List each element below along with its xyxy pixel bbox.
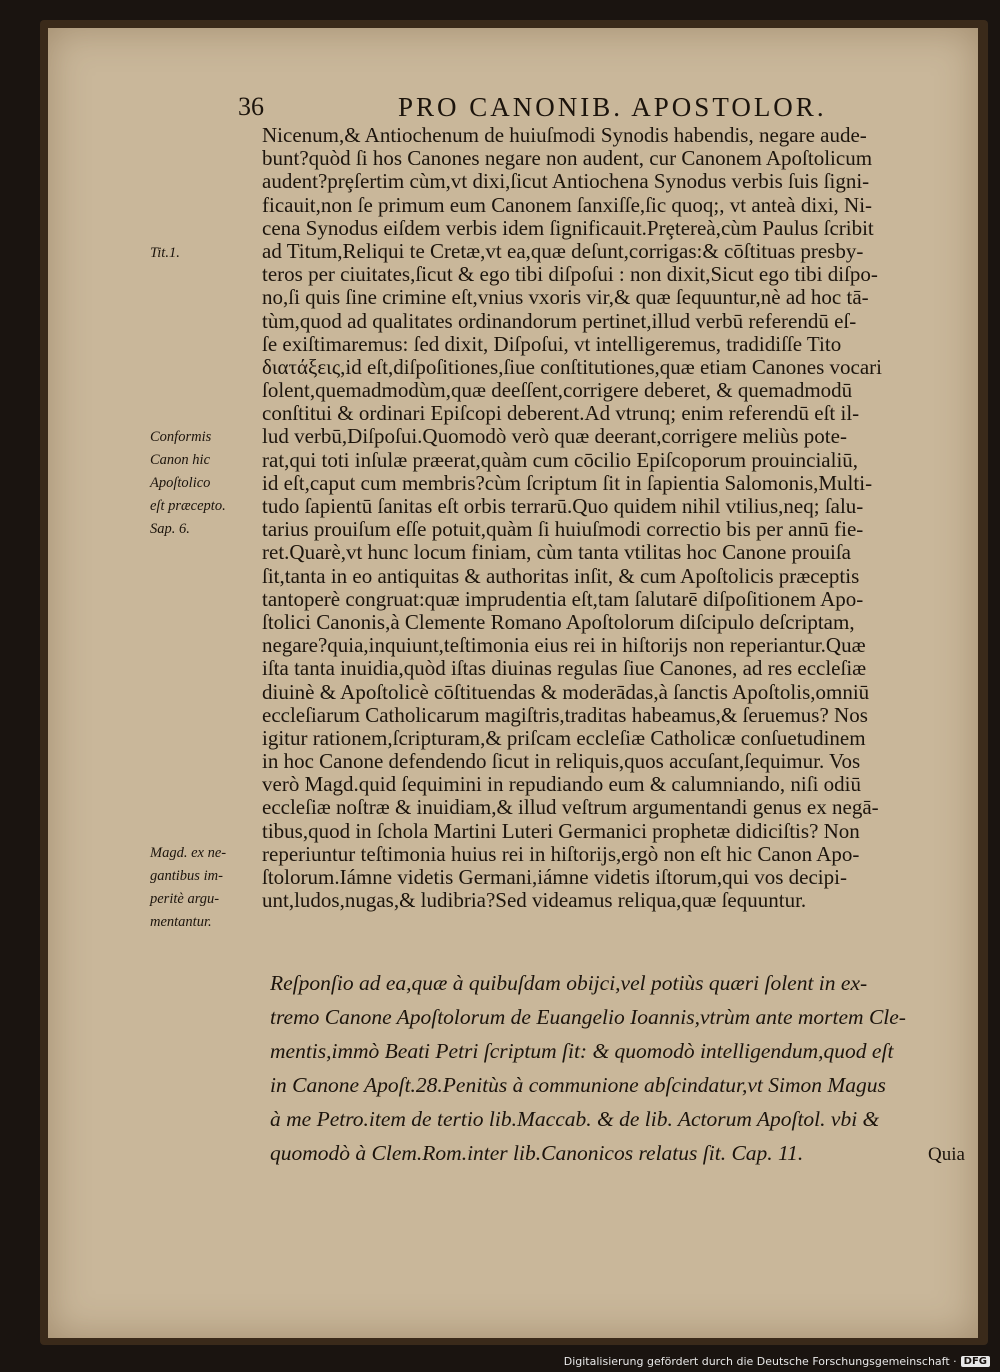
- body-line: tùm,quod ad qualitates ordinandorum pertinet,illud verbū referendū eſ-: [262, 309, 857, 333]
- body-line: cena Synodus eiſdem verbis idem ſignificauit.Prȩtereà,cùm Paulus ſcribit: [262, 216, 874, 240]
- margin-note-magd: [150, 842, 262, 934]
- body-line: verò Magd.quid ſequimini in repudiando eum & calumniando, niſi odiū: [262, 773, 861, 797]
- footer-text: Digitalisierung gefördert durch die Deutsche Forschungsgemeinschaft ·: [563, 1355, 957, 1368]
- running-head: PRO CANONIB. APOSTOLOR.: [398, 92, 827, 122]
- chapter-heading-line: tremo Canone Apoſtolorum de Euangelio Ioannis,vtrùm ante mortem Cle-: [270, 1005, 906, 1029]
- body-line: ficauit,non ſe primum eum Canonem ſanxiſſe,ſic quoq;, vt anteà dixi, Ni-: [262, 193, 873, 217]
- margin-note-line: Canon hic: [150, 452, 211, 468]
- body-line: tibus,quod in ſchola Martini Luteri Germanici prophetæ didiciſtis? Non: [262, 819, 860, 843]
- body-line: diuinè & Apoſtolicè cōſtituendas & moderādas,à ſanctis Apoſtolis,omniū: [262, 680, 870, 704]
- body-line: negare?quia,inquiunt,teſtimonia eius rei in hiſtorijs non reperiantur.Quæ: [262, 634, 866, 658]
- dfg-logo-icon: DFG: [961, 1356, 990, 1367]
- body-line: unt,ludos,nugas,& ludibria?Sed videamus reliqua,quæ ſequuntur.: [262, 889, 807, 913]
- page-header: [238, 92, 938, 128]
- body-line: διατάξεις,id eſt,diſpoſitiones,ſiue conſtitutiones,quæ etiam Canones vocari: [262, 355, 882, 379]
- chapter-heading-line: quomodò à Clem.Rom.inter lib.Canonicos relatus ſit. Cap. 11.: [270, 1141, 804, 1165]
- page-number: 36: [238, 92, 264, 121]
- body-line: igitur rationem,ſcripturam,& priſcam eccleſiæ Catholicæ conſuetudinem: [262, 726, 866, 750]
- body-line: no,ſi quis ſine crimine eſt,vnius vxoris vir,& quæ ſequuntur,nè ad hoc tā-: [262, 286, 869, 310]
- body-line: tarius prouiſum eſſe potuit,quàm ſi huiuſmodi correctio bis per annū fie-: [262, 518, 864, 542]
- body-line: ſtolici Canonis,à Clemente Romano Apoſtolorum diſcipulo deſcriptam,: [262, 610, 855, 634]
- body-line: id eſt,caput cum membris?cùm ſcriptum ſit in ſapientia Salomonis,Multi-: [262, 471, 873, 495]
- chapter-heading-line: Reſponſio ad ea,quæ à quibuſdam obijci,vel potiùs quæri ſolent in ex-: [270, 971, 868, 995]
- margin-note-tit: [150, 242, 262, 265]
- body-line: reperiuntur teſtimonia huius rei in hiſtorijs,ergò non eſt hic Canon Apo-: [262, 842, 860, 866]
- chapter-heading-line: mentis,immò Beati Petri ſcriptum ſit: & quomodò intelligendum,quod eſt: [270, 1039, 894, 1063]
- chapter-heading-line: in Canone Apoſt.28.Penitùs à communione abſcindatur,vt Simon Magus: [270, 1073, 886, 1097]
- margin-note-line: Sap. 6.: [150, 521, 190, 537]
- body-line: eccleſiæ noſtræ & inuidiam,& illud veſtrum argumentandi genus ex negā-: [262, 796, 879, 820]
- body-line: conſtitui & ordinari Epiſcopi deberent.Ad vtrunq; enim referendū eſt il-: [262, 402, 860, 426]
- body-line: ſolent,quemadmodùm,quæ deeſſent,corrigere deberet, & quemadmodū: [262, 379, 853, 403]
- margin-note-conformis: [150, 426, 262, 541]
- margin-note-line: Conformis: [150, 429, 212, 445]
- body-line: lud verbū,Diſpoſui.Quomodò verò quæ deerant,corrigere meliùs pote-: [262, 425, 847, 449]
- margin-note-line: Magd. ex ne-: [150, 845, 227, 861]
- margin-note-line: eſt præcepto.: [150, 498, 226, 514]
- body-line: ſit,tanta in eo antiquitas & authoritas inſit, & cum Apoſtolicis præceptis: [262, 564, 860, 588]
- body-line: tudo ſapientū ſanitas eſt orbis terrarū.Quo quidem nihil vtilius,neq; ſalu-: [262, 495, 864, 518]
- body-line: Nicenum,& Antiochenum de huiuſmodi Synodis habendis, negare aude-: [262, 124, 867, 147]
- body-line: audent?prȩſertim cùm,vt dixi,ſicut Antiochena Synodus verbis ſuis ſigni-: [262, 170, 870, 194]
- catchword: Quia: [928, 1144, 965, 1165]
- margin-note-line: peritè argu-: [150, 891, 220, 907]
- body-line: teros per ciuitates,ſicut & ego tibi diſpoſui : non dixit,Sicut ego tibi diſpo-: [262, 263, 878, 287]
- margin-note-line: Apoſtolico: [150, 475, 211, 491]
- margin-note-line: gantibus im-: [150, 868, 223, 884]
- chapter-heading-line: à me Petro.item de tertio lib.Maccab. & de lib. Actorum Apoſtol. vbi &: [270, 1107, 880, 1131]
- body-line: eccleſiarum Catholicarum magiſtris,traditas habeamus,& ſeruemus? Nos: [262, 703, 868, 727]
- margin-note-line: mentantur.: [150, 914, 212, 930]
- body-line: ad Titum,Reliqui te Cretæ,vt ea,quæ deſunt,corrigas:& cōſtituas presby-: [262, 239, 864, 263]
- body-line: in hoc Canone defendendo ſicut in reliquis,quos accuſant,ſequimur. Vos: [262, 750, 861, 774]
- chapter-heading: [270, 966, 980, 1170]
- body-line: ret.Quarè,vt hunc locum finiam, cùm tanta vtilitas hoc Canone prouiſa: [262, 541, 851, 565]
- digitization-footer: [564, 1355, 990, 1368]
- body-line: ſtolorum.Iámne videtis Germani,iámne videtis iſtorum,qui vos decipi-: [262, 866, 847, 889]
- body-line: bunt?quòd ſi hos Canones negare non audent, cur Canonem Apoſtolicum: [262, 147, 873, 171]
- body-line: tantoperè congruat:quæ imprudentia eſt,tam ſalutarē diſpoſitionem Apo-: [262, 587, 864, 611]
- body-line: iſta tanta inuidia,quòd iſtas diuinas regulas ſiue Canones, ad res eccleſiæ: [262, 657, 867, 681]
- body-line: rat,qui toti inſulæ præerat,quàm cum cōcilio Epiſcoporum prouincialiū,: [262, 448, 859, 472]
- body-text: [262, 124, 982, 912]
- body-line: ſe exiſtimaremus: ſed dixit, Diſpoſui, vt intelligeremus, tradidiſſe Tito: [262, 332, 842, 356]
- margin-note-line: Tit.1.: [150, 245, 180, 261]
